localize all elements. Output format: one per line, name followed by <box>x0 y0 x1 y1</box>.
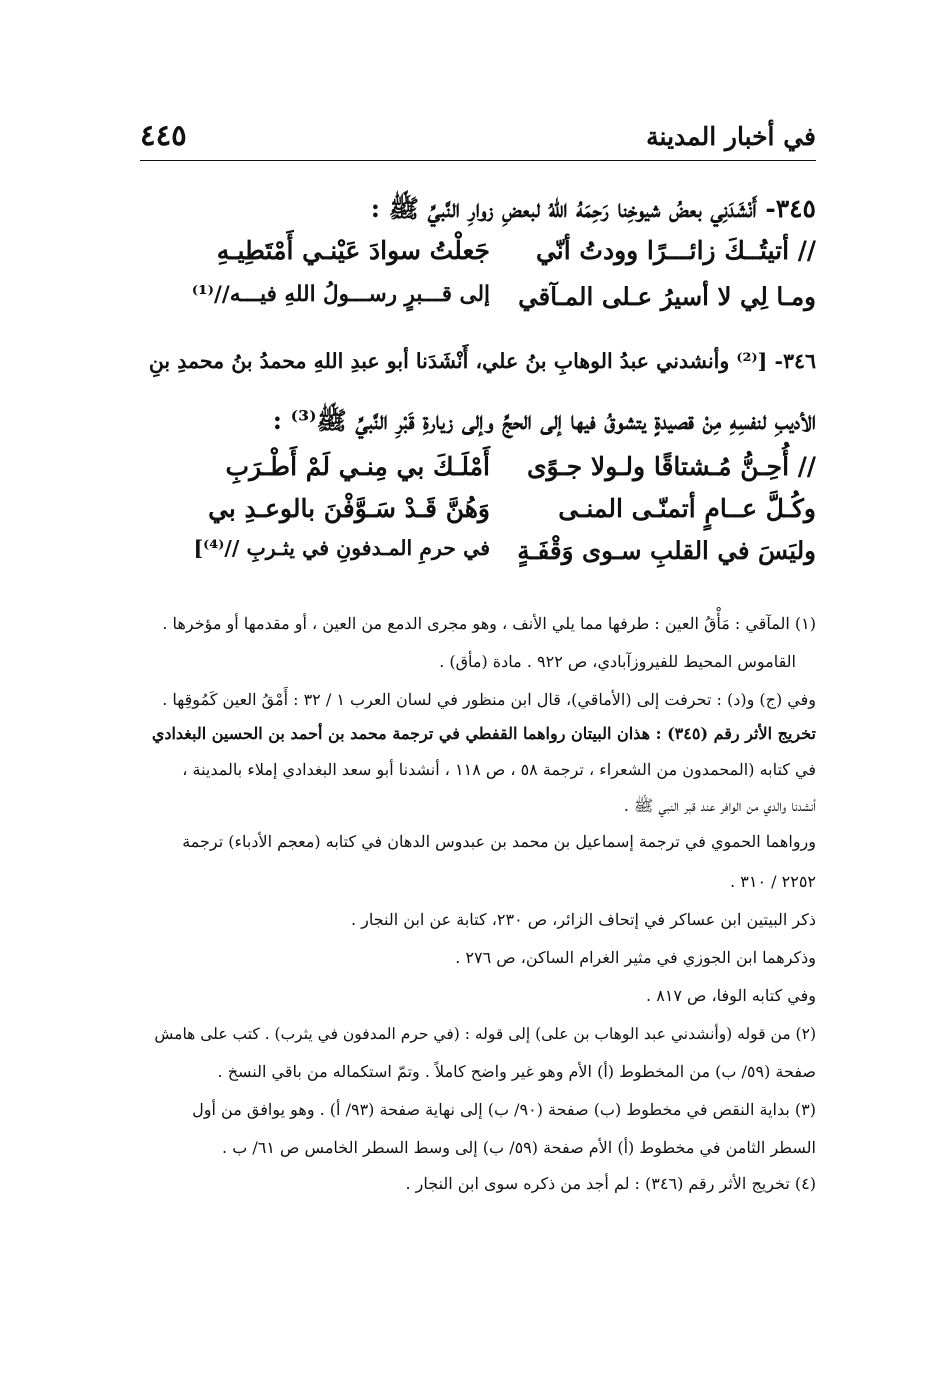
verse-first-hemistich: ومـا لِي لا أسيرُ عـلى المـآقي <box>518 282 816 311</box>
verse-second-hemistich: وَهُنَّ قَـدْ سَـوَّفْنَ بالوعـدِ بي <box>208 494 490 523</box>
footnote-line: (٤) تخريج الأثر رقم (٣٤٦) : لم أجد من ذكره سوى ابن النجار . <box>405 1174 816 1193</box>
footnote-line: (١) المآقي : مَأْقُ العين : طرفها مما يلي الأنف ، وهو مجرى الدمع من العين ، أو مقدمها أو مؤخرها . <box>162 614 816 633</box>
verse-second-hemistich: أَمْلَـكَ بي مِنـي لَمْ أَطْـرَبِ <box>225 452 490 481</box>
entry-346-line-1: ٣٤٦- [⁽²⁾ وأنشدني عبدُ الوهابِ بنُ علي، أَنْشَدَنا أبو عبدِ اللهِ محمدُ بنُ محمدِ بنِ <box>148 349 816 373</box>
entry-345-verse-2 <box>140 282 816 324</box>
footnote-line: تخريج الأثر رقم (٣٤٥) : هذان البيتان رواهما القفطي في ترجمة محمد بن أحمد بن الحسين البغدادي <box>151 724 816 743</box>
entry-346-verse-1 <box>140 452 816 494</box>
footnote-line: ذكر البيتين ابن عساكر في إتحاف الزائر، ص ٢٣٠، كتابة عن ابن النجار . <box>350 910 816 929</box>
verse-first-hemistich: // أُحِـنُّ مُـشتاقًا ولـولا جـوًى <box>526 452 816 481</box>
footnote-line: القاموس المحيط للفيروزآبادي، ص ٩٢٢ . مادة (مأق) . <box>439 652 796 671</box>
footnote-line: (٣) بداية النقص في مخطوط (ب) صفحة (٩٠/ ب) إلى نهاية صفحة (٩٣/ أ) . وهو يوافق من أول <box>192 1100 816 1119</box>
entry-345-verse-1 <box>140 236 816 278</box>
footnote-line: ٢٢٥٢ / ٣١٠ . <box>730 872 816 891</box>
verse-first-hemistich: وليَسَ في القلبِ سـوى وَقْفَـةٍ <box>517 536 816 565</box>
page-number: ٤٤٥ <box>140 118 187 152</box>
footnote-line: في كتابه (المحمدون من الشعراء ، ترجمة ٥٨ ، ص ١١٨ ، أنشدنا أبو سعد البغدادي إملاء بالمدينة ، <box>182 760 816 779</box>
verse-first-hemistich: // أتيتُــكَ زائـــرًا وودتُ أنّي <box>535 236 816 265</box>
footnote-line: وذكرهما ابن الجوزي في مثير الغرام الساكن، ص ٢٧٦ . <box>455 948 816 967</box>
verse-first-hemistich: وكُـلَّ عــامٍ أتمنّـى المنـى <box>558 494 816 523</box>
footnote-line: وفي كتابه الوفا، ص ٨١٧ . <box>646 986 816 1005</box>
footnote-line: أنشدنا والدي من الوافر عند قبر النبي ﷺ . <box>623 796 816 815</box>
running-title: في أخبار المدينة <box>646 122 816 151</box>
verse-second-hemistich: جَعلْتُ سوادَ عَيْنـي أَمْتَطِيـهِ <box>216 236 490 265</box>
footnote-line: ورواهما الحموي في ترجمة إسماعيل بن محمد بن عبدوس الدهان في كتابه (معجم الأدباء) ترجمة <box>182 832 816 851</box>
entry-346-line-2: الأديبِ لنفسِهِ مِنْ قصيدةٍ يتشوقُ فيها إلى الحجِّ وإلى زيارةِ قَبْرِ النَّبيِّ ﷺ⁽³⁾ : <box>272 406 816 435</box>
header-divider <box>140 160 816 161</box>
footnote-line: صفحة (٥٩/ ب) من المخطوط (أ) الأم وهو غير واضح كاملاً . وتمّ استكماله من باقي النسخ . <box>217 1062 816 1081</box>
entry-346-verse-2 <box>140 494 816 536</box>
footnote-line: وفي (ج) و(د) : تحرفت إلى (الأماقي)، قال ابن منظور في لسان العرب ١ / ٣٢ : أَمْقُ العين كَمُوقِها . <box>162 690 816 709</box>
page-header <box>140 118 816 158</box>
footnote-line: السطر الثامن في مخطوط (أ) الأم صفحة (٥٩/ ب) إلى وسط السطر الخامس ص ٦١/ ب . <box>222 1138 816 1157</box>
verse-second-hemistich: في حرمِ المـدفونِ في يثـربِ //⁽⁴⁾] <box>193 536 490 560</box>
entry-345-intro: ٣٤٥- أَنْشَدَنِي بعضُ شيوخِنا رَحِمَهُ اللهُ لبعضِ زوارِ النَّبيِّ ﷺ : <box>370 194 816 223</box>
verse-second-hemistich: إلى قـــبرٍ رســـولُ اللهِ فيـــه//⁽¹⁾ <box>191 282 490 307</box>
footnote-line: (٢) من قوله (وأنشدني عبد الوهاب بن على) إلى قوله : (في حرم المدفون في يثرب) . كتب على هامش <box>154 1025 816 1043</box>
entry-346-verse-3 <box>140 536 816 578</box>
